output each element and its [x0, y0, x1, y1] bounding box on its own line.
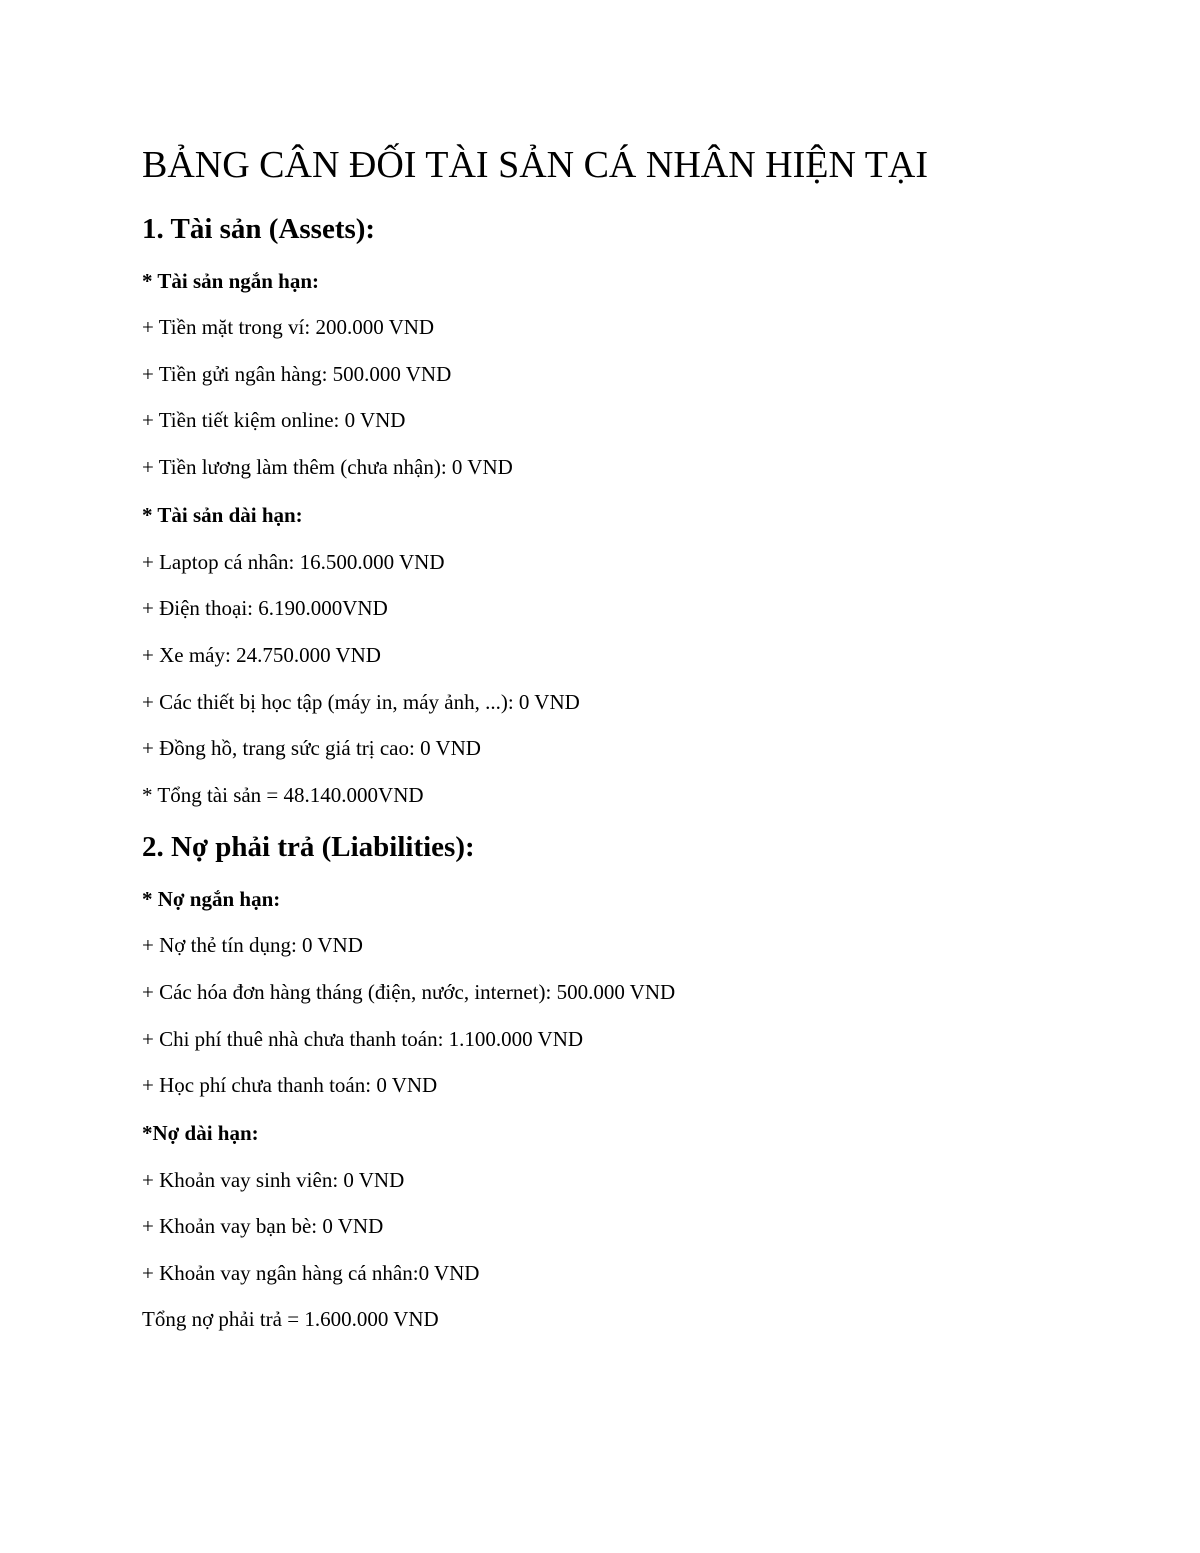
assets-short-term-item: + Tiền mặt trong ví: 200.000 VND: [142, 315, 435, 339]
liabilities-short-term-heading: * Nợ ngắn hạn:: [142, 887, 281, 911]
liabilities-short-term-item: + Chi phí thuê nhà chưa thanh toán: 1.100.000 VND: [142, 1027, 584, 1051]
assets-short-term-item: + Tiền lương làm thêm (chưa nhận): 0 VND: [142, 455, 513, 479]
assets-long-term-item: + Điện thoại: 6.190.000VND: [142, 596, 388, 620]
liabilities-total: Tổng nợ phải trả = 1.600.000 VND: [142, 1307, 439, 1331]
liabilities-long-term-item: + Khoản vay sinh viên: 0 VND: [142, 1168, 405, 1192]
liabilities-short-term-item: + Nợ thẻ tín dụng: 0 VND: [142, 933, 363, 957]
liabilities-short-term-item: + Học phí chưa thanh toán: 0 VND: [142, 1073, 438, 1097]
assets-short-term-heading: * Tài sản ngắn hạn:: [142, 269, 320, 293]
assets-short-term-item: + Tiền gửi ngân hàng: 500.000 VND: [142, 362, 452, 386]
assets-total: * Tổng tài sản = 48.140.000VND: [142, 783, 424, 807]
document-title: BẢNG CÂN ĐỐI TÀI SẢN CÁ NHÂN HIỆN TẠI: [142, 144, 929, 186]
liabilities-long-term-item: + Khoản vay bạn bè: 0 VND: [142, 1214, 384, 1238]
assets-short-term-item: + Tiền tiết kiệm online: 0 VND: [142, 408, 406, 432]
assets-long-term-item: + Đồng hồ, trang sức giá trị cao: 0 VND: [142, 736, 481, 760]
assets-heading: 1. Tài sản (Assets):: [142, 213, 376, 245]
assets-long-term-item: + Các thiết bị học tập (máy in, máy ảnh, ...): 0 VND: [142, 690, 580, 714]
assets-long-term-item: + Xe máy: 24.750.000 VND: [142, 643, 381, 667]
liabilities-short-term-item: + Các hóa đơn hàng tháng (điện, nước, internet): 500.000 VND: [142, 980, 676, 1004]
assets-long-term-item: + Laptop cá nhân: 16.500.000 VND: [142, 550, 445, 574]
assets-long-term-heading: * Tài sản dài hạn:: [142, 503, 303, 527]
liabilities-long-term-heading: *Nợ dài hạn:: [142, 1121, 259, 1145]
liabilities-long-term-item: + Khoản vay ngân hàng cá nhân:0 VND: [142, 1261, 480, 1285]
liabilities-heading: 2. Nợ phải trả (Liabilities):: [142, 831, 475, 863]
